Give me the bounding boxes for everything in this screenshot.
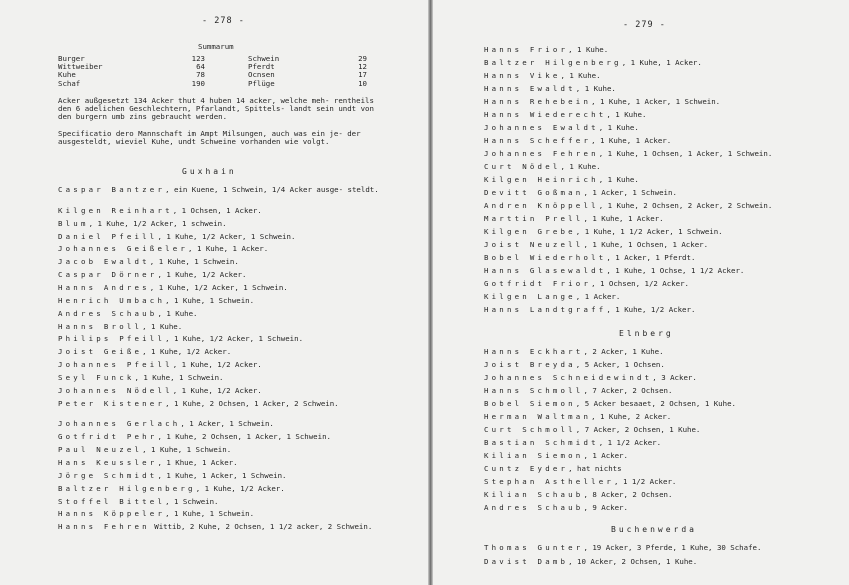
summary-cell: Ocnsen [248, 70, 275, 80]
entry-name: Hanns Schmoll [484, 386, 584, 395]
entry-name: Curt Schmoll [484, 425, 576, 434]
list-item [58, 459, 388, 467]
entry-name: Bobel Siemon [484, 399, 576, 408]
entry-details: , 1 Kuhe, 2 Acker. [591, 412, 672, 421]
summary-cell: 17 [358, 70, 367, 80]
list-item [58, 258, 388, 266]
list-item [484, 72, 601, 80]
paragraph-specificatio: Specificatio dero Mannschaft im Ampt Milsungen, auch was ein je- der ausgesteldt, wieviel Kuhe, undt Schweine vorhanden wie volgt. [58, 129, 361, 146]
entry-details: , 1 Kuhe, 1/2 Acker, 1 Schwein. [165, 334, 304, 344]
entry-name: Philips Pfeill [58, 334, 166, 344]
entry-name: Johannes Geißeler [58, 244, 189, 254]
entry-name: Johannes Pfeill [58, 360, 173, 370]
list-item [58, 186, 388, 194]
entry-name: Baltzer Hilgenberg [484, 58, 622, 67]
entry-name: Caspar Bantzer [58, 185, 166, 194]
entry-details: , 1 Acker, 1 Schwein. [583, 188, 677, 197]
page-number-left: - 278 - [202, 16, 245, 26]
entry-details: , 1 Kuhe, 1/2 Acker, 1 schwein. [88, 218, 227, 228]
entry-name: Hans Keussler [58, 458, 158, 467]
entry-details: , 1 Kuhe, 2 Ochsen, 1 Acker, 2 Schwein. [165, 398, 339, 408]
entry-details: , 10 Acker, 2 Ochsen, 1 Kuhe. [568, 556, 698, 566]
entry-name: Peter Kistener [58, 398, 166, 408]
summary-title: Summarum [198, 42, 234, 51]
list-item [484, 267, 744, 275]
entry-details: , 1 Acker. [583, 451, 628, 460]
list-item [484, 189, 677, 197]
summary-cell: Pferdt [248, 62, 275, 72]
list-item [484, 46, 608, 54]
entry-name: Thomas Gunter [484, 543, 584, 552]
summary-cell: 190 [191, 78, 205, 88]
entry-details: , 1 1/2 Acker. [614, 477, 677, 486]
list-item [484, 387, 672, 395]
list-item [58, 271, 388, 279]
summary-cell: Kuhe [58, 70, 76, 80]
list-item [484, 124, 639, 132]
list-item [58, 498, 388, 506]
summary-cell: Wittweiber [58, 62, 103, 72]
list-item [58, 297, 388, 305]
list-item [484, 306, 695, 314]
list-item [58, 284, 388, 292]
list-item [484, 254, 695, 262]
entry-details: , 1 Kuhe. [606, 110, 647, 119]
summary-cell: 78 [196, 70, 205, 80]
entry-details: , 1 Ochsen, 1/2 Acker. [591, 279, 689, 288]
entry-name: Joist Breyda [484, 360, 576, 369]
entry-details: , 1 Acker, 1 Schwein. [180, 419, 274, 429]
entry-details: , 1 Kuhe, 2 Ochsen, 1 Acker, 1 Schwein. [157, 432, 331, 442]
entry-details: , 7 Acker, 2 Ochsen. [583, 386, 673, 395]
entry-details: , 1 Ochsen, 1 Acker. [172, 205, 262, 215]
list-item [484, 228, 723, 236]
entry-name: Hanns Andres [58, 282, 150, 292]
list-item [484, 361, 665, 369]
list-item [58, 335, 388, 343]
village-heading-elnberg: Elnberg [619, 329, 674, 338]
entry-name: Kilgen Grebe [484, 227, 576, 236]
entry-name: Bobel Wiederholt [484, 253, 607, 262]
list-item [484, 400, 736, 408]
entry-name: Hanns Ewaldt [484, 84, 576, 93]
entry-name: Paul Neuzel [58, 445, 143, 455]
list-item [484, 558, 697, 566]
list-item [58, 361, 388, 369]
entry-details: , 1 Kuhe, 1 Acker, 1 Schwein. [591, 97, 721, 106]
entry-name: Baltzer Hilgenberg [58, 483, 196, 493]
list-item [484, 98, 720, 106]
entry-details: , 2 Acker, 1 Kuhe. [583, 347, 664, 356]
list-item [58, 310, 388, 318]
entry-details: , 1 Kuhe. [598, 175, 639, 184]
summary-cell: 12 [358, 62, 367, 72]
entry-name: Seyl Funck [58, 372, 135, 382]
list-item [58, 374, 388, 382]
entry-details: , hat nichts [568, 464, 622, 473]
entry-details: , 1 Kuhe, 1 Schwein. [149, 257, 239, 267]
entry-name: Hanns Fehren [58, 522, 150, 532]
summary-cell: 29 [358, 54, 367, 63]
list-item [484, 348, 664, 356]
entry-name: Hanns Scheffer [484, 136, 592, 145]
summary-cell: Schwein [248, 54, 280, 63]
entry-details: , 1 Kuhe. [568, 45, 609, 54]
entry-name: Hanns Frior [484, 45, 569, 54]
list-item [484, 176, 639, 184]
entry-name: Jacob Ewaldt [58, 257, 150, 267]
list-item [58, 323, 388, 331]
entry-name: Hanns Köppeler [58, 509, 166, 519]
entry-name: Johannes Nödell [58, 385, 173, 395]
entry-name: Devitt Goßman [484, 188, 584, 197]
summary-cell: Pflüge [248, 78, 275, 88]
entry-details: , 1 Kuhe, 1 Schwein. [134, 372, 224, 382]
list-item [58, 472, 388, 480]
entry-details: , 1 Kuhe, 1 Ochsen, 1 Acker. [583, 240, 709, 249]
list-item [484, 374, 697, 382]
entry-details: , 1 Kuhe, 1 Acker. [188, 244, 269, 254]
list-item [484, 504, 628, 512]
entry-details: , 1 Kuhe, 1 Schwein. [165, 509, 255, 519]
entry-name: Cuntz Eyder [484, 464, 569, 473]
list-item [484, 111, 646, 119]
entry-details: , 1 Kuhe, 1/2 Acker. [157, 270, 247, 280]
entry-name: Kilgen Reinhart [58, 205, 173, 215]
entry-name: Henrich Umbach [58, 295, 166, 305]
list-item [484, 478, 676, 486]
entry-details: , 1 Kuhe. [560, 71, 601, 80]
entry-details: , 1 Kuhe, 1 Acker. [621, 58, 702, 67]
summary-cell: 64 [196, 62, 205, 72]
entry-name: Andren Knöppell [484, 201, 599, 210]
entry-details: , 1 Kuhe, 1 Ochse, 1 1/2 Acker. [606, 266, 745, 275]
village-heading-guxhain: Guxhain [182, 167, 237, 176]
list-item [58, 446, 388, 454]
entry-name: Hanns Rehebein [484, 97, 592, 106]
entry-details: , 1 Kuhe, 1 Acker. [591, 136, 672, 145]
entry-name: Hanns Landtgraff [484, 305, 607, 314]
entry-name: Daniel Pfeill [58, 231, 158, 241]
entry-name: Kilian Siemon [484, 451, 584, 460]
list-item [484, 163, 601, 171]
entry-details: , 1 Kuhe, 1/2 Acker. [142, 347, 232, 357]
entry-name: Caspar Dörner [58, 270, 158, 280]
entry-name: Andres Schaub [58, 308, 158, 318]
list-item [58, 207, 388, 215]
list-item [58, 348, 388, 356]
entry-name: Hanns Vike [484, 71, 561, 80]
entry-name: Hanns Broll [58, 321, 143, 331]
list-item [484, 280, 689, 288]
page-number-right: - 279 - [623, 20, 666, 30]
summary-cell: Burger [58, 54, 85, 63]
entry-name: Kilgen Lange [484, 292, 576, 301]
entry-details: , 1 Kuhe, 1 Schwein. [165, 295, 255, 305]
entry-name: Herman Waltman [484, 412, 592, 421]
entry-name: Johannes Fehren [484, 149, 599, 158]
list-item [484, 426, 700, 434]
list-item [484, 465, 622, 473]
entry-name: Bastian Schmidt [484, 438, 599, 447]
entry-name: Davist Damb [484, 556, 569, 566]
entry-details: , 1 Kuhe. [142, 321, 183, 331]
list-item [484, 293, 620, 301]
list-item [484, 452, 628, 460]
entry-name: Jörge Schmidt [58, 470, 158, 480]
entry-name: Curt Nödel [484, 162, 561, 171]
entry-details: , 1 Kuhe, 1 Acker. [583, 214, 664, 223]
entry-name: Joist Geiße [58, 347, 143, 357]
entry-details: , 1 Kuhe, 1 Schwein. [142, 445, 232, 455]
summary-cell: 123 [191, 54, 205, 63]
entry-name: Gotfridt Frior [484, 279, 592, 288]
list-item [484, 491, 672, 499]
village-heading-buchenwerda: Buchenwerda [611, 525, 697, 534]
entry-name: Stephan Astheller [484, 477, 615, 486]
list-item [484, 544, 761, 552]
list-item [484, 215, 664, 223]
list-item [58, 523, 388, 531]
entry-name: Hanns Glasewaldt [484, 266, 607, 275]
entry-name: Blum [58, 218, 89, 228]
entry-details: , 8 Acker, 2 Ochsen. [583, 490, 673, 499]
summary-cell: 10 [358, 78, 367, 88]
entry-details: , 1 Schwein. [165, 496, 219, 506]
list-item [484, 241, 708, 249]
list-item [58, 485, 388, 493]
entry-details: , 1 Kuhe. [598, 123, 639, 132]
entry-name: Kilgen Heinrich [484, 175, 599, 184]
entry-details: , 1 1/2 Acker. [598, 438, 662, 447]
entry-details: , 5 Acker besaaet, 2 Ochsen, 1 Kuhe. [575, 399, 736, 408]
entry-name: Stoffel Bittel [58, 496, 166, 506]
list-item [58, 510, 388, 518]
entry-name: Hanns Eckhart [484, 347, 584, 356]
entry-details: , 1 Kuhe, 2 Ochsen, 2 Acker, 2 Schwein. [598, 201, 773, 210]
entry-details: , 1 Kuhe. [157, 308, 198, 318]
entry-name: Johannes Ewaldt [484, 123, 599, 132]
right-page [433, 0, 849, 585]
entry-details: , ein Kuene, 1 Schwein, 1/4 Acker ausge- steldt. [165, 185, 379, 194]
entry-name: Marttin Prell [484, 214, 584, 223]
entry-name: Johannes Schneidewindt [484, 373, 653, 382]
entry-details: , 19 Acker, 3 Pferde, 1 Kuhe, 30 Schafe. [583, 543, 762, 552]
list-item [484, 439, 661, 447]
paragraph-acreage: Acker außgesetzt 134 Acker thut 4 huben 14 acker, welche meh- rentheils den 6 adelichen Geschlechtern, Pfarlandt, Spittels- landt sein undt von den burgern umb zins gebraucht werden. [58, 96, 374, 121]
list-item [484, 150, 772, 158]
entry-details: , 1 Acker, 1 Pferdt. [606, 253, 696, 262]
entry-details: , 1 Kuhe, 1/2 Acker. [606, 305, 696, 314]
list-item [58, 400, 388, 408]
list-item [58, 387, 388, 395]
list-item [484, 413, 671, 421]
entry-details: , 1 Acker. [575, 292, 621, 301]
list-item [58, 420, 388, 428]
entry-name: Joist Neuzell [484, 240, 584, 249]
entry-details: , 1 Kuhe, 1/2 Acker. [172, 360, 262, 370]
list-item [484, 85, 616, 93]
entry-details: , 1 Kuhe, 1/2 Acker, 1 Schwein. [157, 231, 296, 241]
entry-details: , 1 Kuhe, 1/2 Acker. [172, 385, 262, 395]
entry-name: Gotfridt Pehr [58, 432, 158, 442]
entry-details: , 1 Kuhe, 1 Acker, 1 Schwein. [157, 470, 287, 480]
list-item [58, 245, 388, 253]
entry-details: , 1 Khue, 1 Acker. [157, 458, 238, 467]
entry-name: Hanns Wiederecht [484, 110, 607, 119]
entry-details: , 1 Kuhe. [575, 84, 616, 93]
list-item [484, 202, 772, 210]
list-item [58, 220, 388, 228]
list-item [484, 137, 671, 145]
entry-details: , 3 Acker. [652, 373, 697, 382]
entry-details: , 1 Kuhe, 1 1/2 Acker, 1 Schwein. [575, 227, 723, 236]
entry-details: , 9 Acker. [583, 503, 628, 512]
list-item [58, 433, 388, 441]
entry-name: Kilian Schaub [484, 490, 584, 499]
summary-cell: Schaf [58, 78, 81, 88]
entry-details: Wittib, 2 Kuhe, 2 Ochsen, 1 1/2 acker, 2 Schwein. [149, 522, 373, 532]
list-item [484, 59, 702, 67]
entry-details: , 1 Kuhe, 1 Ochsen, 1 Acker, 1 Schwein. [598, 149, 773, 158]
entry-details: , 1 Kuhe, 1/2 Acker. [195, 483, 285, 493]
entry-details: , 1 Kuhe, 1/2 Acker, 1 Schwein. [149, 282, 288, 292]
entry-details: , 7 Acker, 2 Ochsen, 1 Kuhe. [575, 425, 701, 434]
entry-name: Johannes Gerlach [58, 419, 181, 429]
list-item [58, 233, 388, 241]
entry-name: Andres Schaub [484, 503, 584, 512]
entry-details: , 5 Acker, 1 Ochsen. [575, 360, 665, 369]
entry-details: , 1 Kuhe. [560, 162, 601, 171]
